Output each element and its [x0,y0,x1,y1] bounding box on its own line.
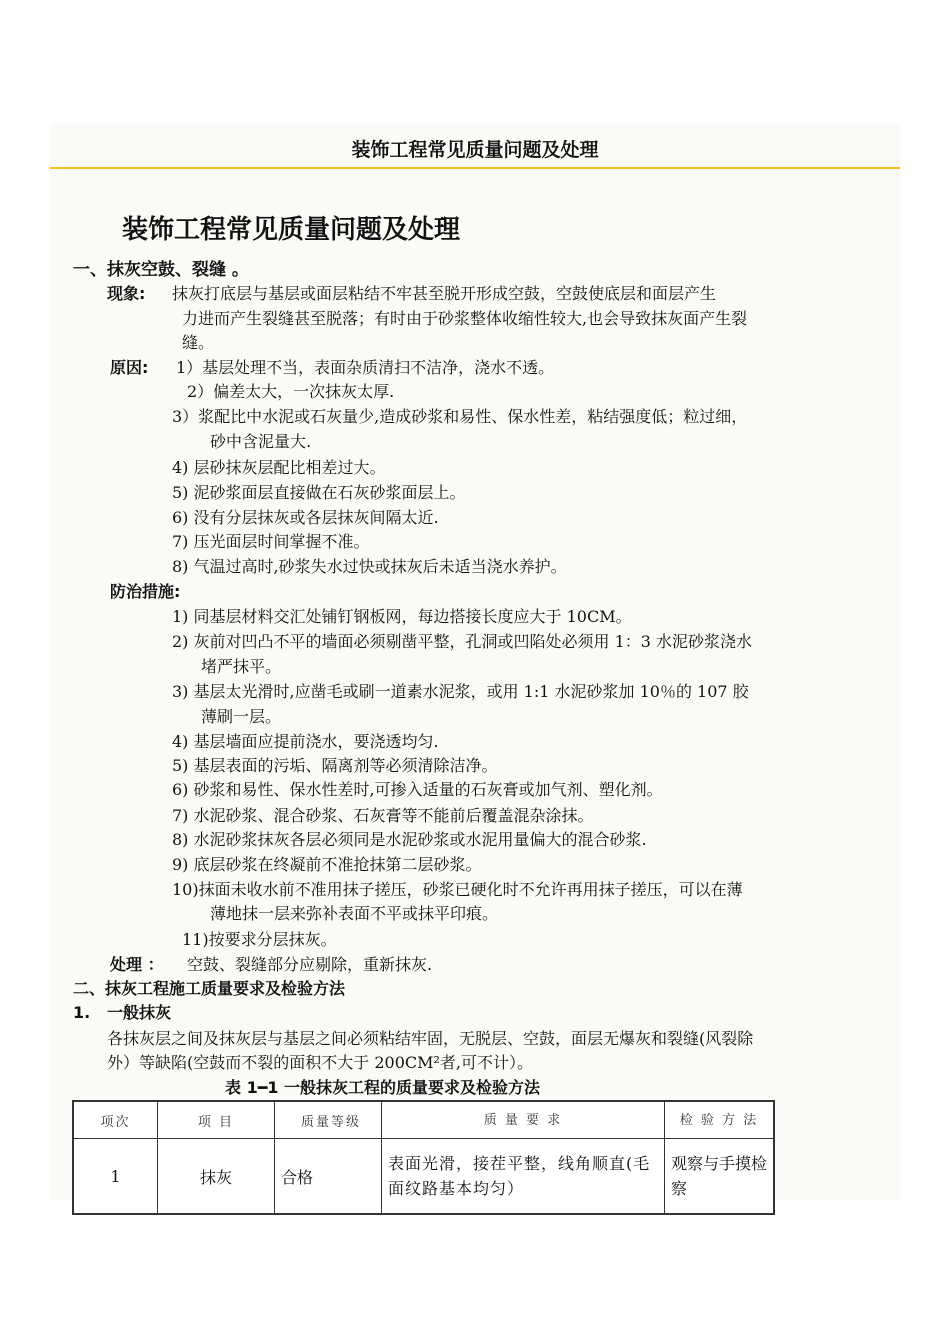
table-header-cell: 项次 [73,1101,158,1139]
section-1-heading: 一、抹灰空鼓、裂缝 。 [73,260,249,280]
table-cell: 合格 [275,1139,382,1215]
table-cell: 观察与手摸检察 [665,1139,775,1215]
measure-item: 薄地抹一层来弥补表面不平或抹平印痕。 [210,904,499,923]
cause-item: 8) 气温过高时,砂浆失水过快或抹灰后未适当浇水养护。 [172,557,567,576]
prevention-label: 防治措施: [110,582,181,601]
phenomenon-label: 现象: [107,284,146,303]
measure-item: 8) 水泥砂浆抹灰各层必须同是水泥砂浆或水泥用量偏大的混合砂浆. [172,830,647,849]
measure-item: 7) 水泥砂浆、混合砂浆、石灰膏等不能前后覆盖混杂涂抹。 [172,806,594,825]
subsection-number: 1. [73,1003,91,1022]
measure-item: 4) 基层墙面应提前浇水，要浇透均匀. [172,732,439,751]
treatment-label: 处理 ： [110,955,164,974]
table-cell: 抹灰 [158,1139,275,1215]
measure-item: 薄刷一层。 [201,707,282,726]
table-cell: 表面光滑，接茬平整，线角顺直(毛面纹路基本均匀） [382,1139,665,1215]
table-caption: 表 1━1 一般抹灰工程的质量要求及检验方法 [225,1078,541,1097]
cause-item: 6) 没有分层抹灰或各层抹灰间隔太近. [172,508,439,527]
measure-item: 1) 同基层材料交汇处铺钉钢板网，每边搭接长度应大于 10CM。 [172,607,632,626]
paragraph-line: 各抹灰层之间及抹灰层与基层之间必须粘结牢固，无脱层、空鼓，面层无爆灰和裂缝(风裂除 [107,1029,754,1048]
phenomenon-line: 力进而产生裂缝甚至脱落；有时由于砂浆整体收缩性较大,也会导致抹灰面产生裂 [182,309,748,328]
table-header-cell: 检 验 方 法 [665,1101,775,1139]
document-title: 装饰工程常见质量问题及处理 [122,215,461,245]
measure-item: 堵严抹平。 [201,657,282,676]
measure-item: 5) 基层表面的污垢、隔离剂等必须清除洁净。 [172,756,498,775]
page-header [50,124,900,169]
table-header-row [73,1101,774,1139]
cause-item: 7) 压光面层时间掌握不准。 [172,532,370,551]
document-page [50,124,900,1200]
table-row [73,1139,774,1215]
measure-item: 3) 基层太光滑时,应凿毛或刷一道素水泥浆，或用 1:1 水泥砂浆加 10％的 107 胶 [172,682,749,701]
measure-item: 10)抹面未收水前不准用抹子搓压，砂浆已硬化时不允许再用抹子搓压，可以在薄 [172,880,743,899]
table-header-cell: 质 量 要 求 [382,1101,665,1139]
cause-item: 3）浆配比中水泥或石灰量少,造成砂浆和易性、保水性差，粘结强度低；粒过细， [172,407,748,426]
cause-item: 5) 泥砂浆面层直接做在石灰砂浆面层上。 [172,483,466,502]
measure-item: 2) 灰前对凹凸不平的墙面必须剔凿平整，孔洞或凹陷处必须用 1：3 水泥砂浆浇水 [172,632,753,651]
phenomenon-line: 缝。 [182,333,215,352]
table-cell: 1 [73,1139,158,1215]
table-header-cell: 质量等级 [275,1101,382,1139]
measure-item: 6) 砂浆和易性、保水性差时,可掺入适量的石灰膏或加气剂、塑化剂。 [172,780,663,799]
measure-item: 11)按要求分层抹灰。 [182,930,337,949]
cause-item: 4) 层砂抹灰层配比相差过大。 [172,458,386,477]
cause-label: 原因: [110,358,149,377]
header-title: 装饰工程常见质量问题及处理 [351,139,599,161]
section-2-heading: 二、抹灰工程施工质量要求及检验方法 [73,979,346,998]
table-header-cell: 项 目 [158,1101,275,1139]
measure-item: 9) 底层砂浆在终凝前不准抢抹第二层砂浆。 [172,855,482,874]
treatment-text: 空鼓、裂缝部分应剔除，重新抹灰. [187,955,433,974]
quality-table [72,1100,775,1215]
cause-item: 砂中含泥量大. [210,432,312,451]
cause-item: 1）基层处理不当，表面杂质清扫不洁净，浇水不透。 [176,358,555,377]
phenomenon-line: 抹灰打底层与基层或面层粘结不牢甚至脱开形成空鼓，空鼓使底层和面层产生 [172,284,717,303]
subsection-title: 一般抹灰 [107,1003,172,1022]
paragraph-line: 外）等缺陷(空鼓而不裂的面积不大于 200CM²者,可不计）。 [107,1053,533,1072]
cause-item: 2）偏差太大，一次抹灰太厚. [187,382,395,401]
